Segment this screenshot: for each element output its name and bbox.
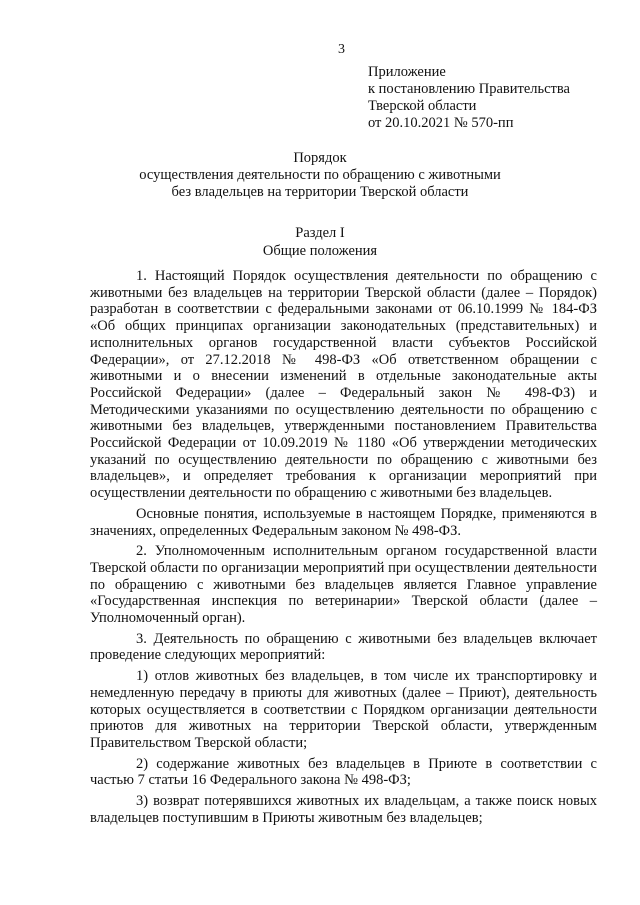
appendix-line-1: Приложение — [368, 64, 446, 80]
paragraph-5: 1) отлов животных без владельцев, в том числе их транспортировку и немедленную передачу в приюты для животных (далее – Приют), деятельность которых осуществляется в соответствии с Порядком организации деятельности приютов для животных на территории Тверской области, утвержденным Правительством Тверской области; — [90, 668, 597, 751]
paragraph-4: 3. Деятельность по обращению с животными без владельцев включает проведение следующих мероприятий: — [90, 630, 597, 664]
paragraph-7: 3) возврат потерявшихся животных их владельцам, а также поиск новых владельцев поступившим в Приюты животным без владельцев; — [90, 793, 597, 826]
section-name: Общие положения — [262, 243, 378, 259]
paragraph-6: 2) содержание животных без владельцев в Приюте в соответствии с частью 7 статьи 16 Федерального закона № 498-ФЗ; — [90, 755, 597, 789]
document-title — [0, 150, 640, 201]
section-number: Раздел I — [295, 225, 345, 241]
title-line-3: без владельцев на территории Тверской области — [171, 184, 469, 200]
title-line-1: Порядок — [293, 150, 347, 166]
paragraph-3: 2. Уполномоченным исполнительным органом государственной власти Тверской области по организации мероприятий при осуществлении деятельности по обращению с животными без владельцев является Главное управление «Государственная инспекция по ветеринарии» Тверской области (далее – Уполномоченный орган). — [90, 543, 597, 627]
page-number: 3 — [338, 42, 345, 57]
appendix-line-4: от 20.10.2021 № 570-пп — [368, 115, 514, 131]
appendix-line-3: Тверской области — [368, 98, 477, 114]
section-heading — [0, 224, 640, 260]
appendix-line-2: к постановлению Правительства — [368, 81, 570, 97]
title-line-2: осуществления деятельности по обращению с животными — [139, 167, 501, 183]
document-body — [90, 268, 597, 831]
paragraph-2: Основные понятия, используемые в настоящем Порядке, применяются в значениях, определенных Федеральным законом № 498-ФЗ. — [90, 505, 597, 539]
appendix-header — [368, 64, 570, 132]
paragraph-1: 1. Настоящий Порядок осуществления деятельности по обращению с животными без владельцев на территории Тверской области (далее – Порядок) разработан в соответствии с федеральными законами от 06.10.1999 № 184-ФЗ «Об общих принципах организации законодательных (представительных) и исполнительных органов государственной власти субъектов Российской Федерации», от 27.12.2018 № 498-ФЗ «Об ответственном обращении с животными и о внесении изменений в отдельные законодательные акты Российской Федерации» (далее – Федеральный закон № 498-ФЗ) и Методическими указаниями по осуществлению деятельности по обращению с животными без владельцев, утвержденными постановлением Правительства Российской Федерации от 10.09.2019 № 1180 «Об утверждении методических указаний по осуществлению деятельности по обращению с животными без владельцев», и определяет требования к организации мероприятий при осуществлении деятельности по обращению с животными без владельцев. — [90, 268, 597, 502]
